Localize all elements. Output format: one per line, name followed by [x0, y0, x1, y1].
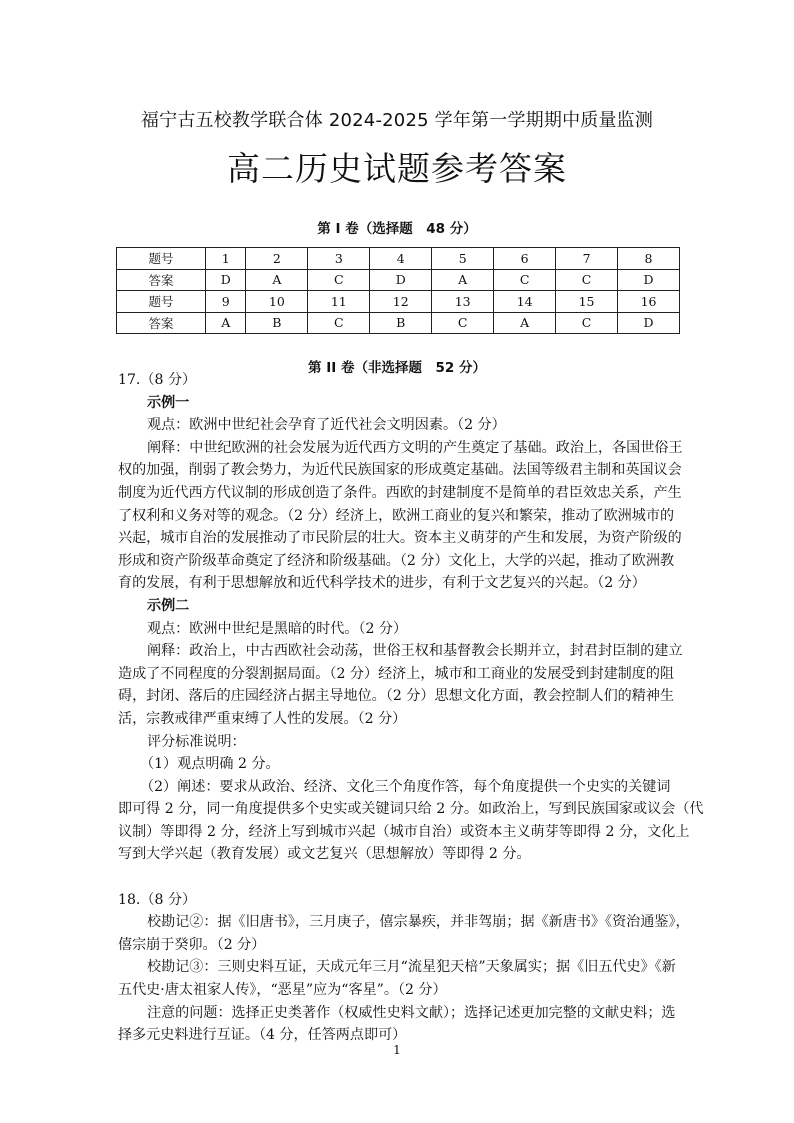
criteria-item-2 — [118, 776, 704, 866]
table-cell: C — [308, 312, 370, 334]
table-cell: D — [618, 269, 680, 291]
table-cell: C — [556, 269, 618, 291]
text-line: 阐释：中世纪欧洲的社会发展为近代西方文明的产生奠定了基础。政治上，各国世俗王 — [147, 439, 683, 456]
text-line: 形成和资产阶级革命奠定了经济和阶级基础。（2 分）文化上，大学的兴起，推动了欧洲教 — [118, 552, 675, 569]
table-cell: C — [556, 312, 618, 334]
table-cell: C — [494, 269, 556, 291]
q18-attention — [118, 1002, 680, 1047]
table-cell: A — [206, 312, 246, 334]
exam-subtitle: 福宁古五校教学联合体 2024-2025 学年第一学期期中质量监测 — [140, 110, 654, 131]
text-line: 制度为近代西方代议制的形成创造了条件。西欧的封建制度不是简单的君臣效忠关系，产生 — [118, 484, 682, 501]
table-cell: 13 — [432, 291, 494, 313]
q17-heading: 17.（8 分） — [118, 372, 197, 388]
row-header-cell: 题号 — [117, 291, 206, 313]
table-cell: C — [432, 312, 494, 334]
text-line: 僖宗崩于癸卯。（2 分） — [118, 936, 266, 953]
page-number: 1 — [393, 1043, 401, 1057]
text-line: 权的加强，削弱了教会势力，为近代民族国家的形成奠定基础。法国等级君主制和英国议会 — [118, 462, 682, 479]
table-cell: B — [370, 312, 432, 334]
text-line: 了权利和义务对等的观念。（2 分）经济上，欧洲工商业的复兴和繁荣，推动了欧洲城市的 — [118, 507, 675, 524]
example2-label: 示例二 — [147, 597, 190, 614]
table-cell: 11 — [308, 291, 370, 313]
answer-table — [116, 247, 680, 334]
table-cell: 12 — [370, 291, 432, 313]
text-line: 注意的问题：选择正史类著作（权威性史料文献）；选择记述更加完整的文献史料；选 — [147, 1004, 676, 1021]
table-cell: 15 — [556, 291, 618, 313]
text-line: 校勘记③：三则史料互证，天成元年三月“流星犯天棓”天象属实；据《旧五代史》《新 — [147, 959, 676, 976]
table-cell: 9 — [206, 291, 246, 313]
table-cell: 6 — [494, 248, 556, 270]
text-line: （2）阐述：要求从政治、经济、文化三个角度作答，每个角度提供一个史实的关键词 — [140, 778, 671, 795]
criteria-item-1: （1）观点明确 2 分。 — [140, 756, 280, 773]
text-line: 写到大学兴起（教育发展）或文艺复兴（思想解放）等即得 2 分。 — [118, 846, 531, 863]
table-cell: A — [494, 312, 556, 334]
table-cell: A — [432, 269, 494, 291]
criteria-label: 评分标准说明： — [147, 733, 246, 750]
example2-explanation — [118, 640, 683, 730]
table-cell: D — [618, 312, 680, 334]
table-cell: 8 — [618, 248, 680, 270]
q18-note-2 — [118, 911, 690, 956]
answer-body — [118, 369, 704, 1047]
q18-note-3 — [118, 956, 680, 1001]
example1-viewpoint: 观点：欧洲中世纪社会孕育了近代社会文明因素。（2 分） — [147, 417, 506, 434]
table-cell: 4 — [370, 248, 432, 270]
example1-label: 示例一 — [147, 394, 190, 411]
table-row — [117, 291, 680, 313]
q18-heading: 18.（8 分） — [118, 891, 197, 908]
text-line: 五代史·唐太祖家人传》，“恶星”应为“客星”。（2 分） — [118, 982, 447, 999]
text-line: 育的发展，有利于思想解放和近代科学技术的进步，有利于文艺复兴的兴起。（2 分） — [118, 575, 646, 592]
table-cell: 2 — [246, 248, 308, 270]
text-line: 即可得 2 分，同一角度提供多个史实或关键词只给 2 分。如政治上，写到民族国家或议会（代 — [118, 801, 704, 818]
table-cell: C — [308, 269, 370, 291]
table-cell: 1 — [206, 248, 246, 270]
row-header-cell: 题号 — [117, 248, 206, 270]
table-cell: A — [246, 269, 308, 291]
page-title: 高二历史试题参考答案 — [227, 149, 567, 188]
text-line: 议制）等即得 2 分，经济上写到城市兴起（城市自治）或资本主义萌芽等即得 2 分，文化上 — [118, 823, 690, 840]
table-cell: 10 — [246, 291, 308, 313]
table-row — [117, 312, 680, 334]
text-line: 阐释：政治上，中古西欧社会动荡，世俗王权和基督教会长期并立，封君封臣制的建立 — [147, 643, 683, 660]
text-line: 造成了不同程度的分裂割据局面。（2 分）经济上，城市和工商业的发展受到封建制度的阻 — [118, 665, 675, 682]
table-cell: 16 — [618, 291, 680, 313]
row-header-cell: 答案 — [117, 269, 206, 291]
table-row — [117, 248, 680, 270]
text-line: 兴起，城市自治的发展推动了市民阶层的壮大。资本主义萌芽的产生和发展，为资产阶级的 — [118, 530, 682, 547]
table-cell: 14 — [494, 291, 556, 313]
section2-title: 第 II 卷（非选择题 52 分） — [308, 360, 486, 376]
table-cell: 3 — [308, 248, 370, 270]
text-line: 活，宗教戒律严重束缚了人性的发展。（2 分） — [118, 710, 407, 727]
row-header-cell: 答案 — [117, 312, 206, 334]
example2-viewpoint: 观点：欧洲中世纪是黑暗的时代。（2 分） — [147, 620, 408, 637]
text-line: 校勘记②：据《旧唐书》，三月庚子，僖宗暴疾，并非驾崩；据《新唐书》《资治通鉴》， — [147, 914, 690, 931]
text-line: 择多元史料进行互证。（4 分，任答两点即可） — [118, 1027, 407, 1044]
table-cell: B — [246, 312, 308, 334]
section1-title: 第 I 卷（选择题 48 分） — [317, 221, 477, 237]
table-cell: 5 — [432, 248, 494, 270]
table-cell: 7 — [556, 248, 618, 270]
table-cell: D — [206, 269, 246, 291]
table-cell: D — [370, 269, 432, 291]
example1-explanation — [118, 437, 683, 595]
table-row — [117, 269, 680, 291]
text-line: 碍，封闭、落后的庄园经济占据主导地位。（2 分）思想文化方面，教会控制人们的精神生 — [118, 688, 675, 705]
